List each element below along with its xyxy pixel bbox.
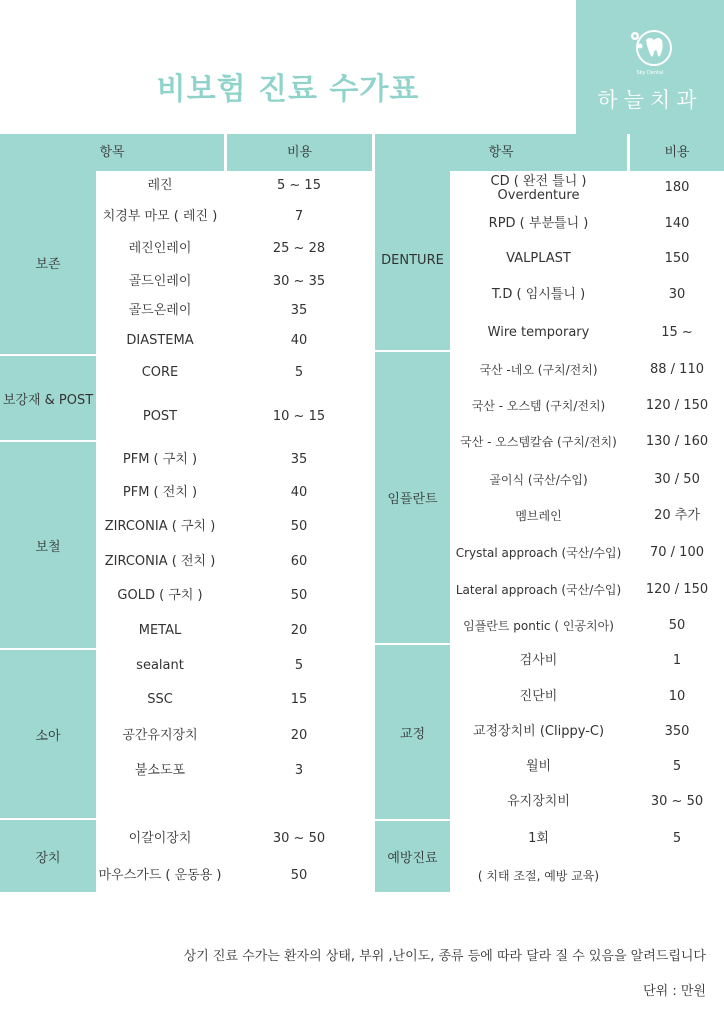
right-item-cost: 150	[664, 251, 690, 266]
left-header-item: 항목	[99, 145, 125, 160]
clinic-name: 하늘치과	[597, 88, 703, 112]
left-item-cost: 15	[290, 692, 308, 707]
left-item-cost: 40	[290, 485, 308, 500]
left-item-cost: 5	[294, 365, 304, 380]
category-pediatric: 소아	[0, 650, 96, 818]
left-item-name: 레진인레이	[128, 241, 192, 256]
left-item-cost: 3	[294, 763, 304, 778]
category-conservative: 보존	[0, 171, 96, 354]
right-item-name: 임플란트 pontic ( 인공치아)	[463, 619, 614, 633]
right-item-cost: 180	[664, 180, 690, 195]
right-item-name: T.D ( 임시틀니 )	[491, 287, 586, 302]
left-item-name: 골드온레이	[128, 303, 192, 318]
right-item-name-line2: Overdenture	[497, 188, 580, 203]
left-item-cost: 30 ~ 35	[272, 274, 326, 289]
clinic-logo	[576, 0, 724, 134]
left-header-cost: 비용	[286, 145, 313, 160]
right-item-cost: 20 추가	[654, 508, 700, 523]
right-item-cost: 15 ~	[661, 325, 693, 340]
right-item-name: VALPLAST	[506, 251, 571, 266]
left-item-cost: 7	[294, 209, 304, 224]
category-denture: DENTURE	[375, 171, 450, 350]
right-item-cost: 120 / 150	[645, 398, 709, 413]
category-post: 보강재 & POST	[0, 356, 96, 440]
right-item-cost: 1	[672, 653, 682, 668]
right-item-cost: 350	[664, 724, 690, 739]
left-item-cost: 35	[290, 303, 308, 318]
left-item-name: CORE	[141, 365, 179, 380]
left-item-cost: 50	[290, 588, 308, 603]
category-implant: 임플란트	[375, 352, 450, 643]
right-item-name: Wire temporary	[487, 325, 590, 340]
left-item-cost: 5	[294, 658, 304, 673]
right-item-cost: 30	[668, 287, 686, 302]
left-item-cost: 30 ~ 50	[272, 831, 326, 846]
left-item-name: DIASTEMA	[126, 333, 194, 348]
right-item-name: 국산 - 오스템칼슘 (구치/전치)	[460, 435, 617, 449]
right-item-cost: 5	[672, 759, 682, 774]
right-item-name: 진단비	[519, 689, 558, 704]
left-item-name: 레진	[147, 178, 173, 193]
logo-subtitle: Sky Dental	[636, 70, 664, 76]
right-item-name: 검사비	[519, 653, 558, 668]
right-item-name: CD ( 완전 틀니 )	[490, 174, 587, 189]
left-item-name: POST	[142, 409, 178, 424]
left-item-name: SSC	[147, 692, 173, 707]
right-item-cost: 70 / 100	[650, 545, 704, 560]
left-item-name: 불소도포	[134, 763, 186, 778]
right-item-name: ( 치태 조절, 예방 교육)	[477, 869, 600, 883]
left-item-cost: 10 ~ 15	[272, 409, 326, 424]
right-item-cost: 5	[672, 831, 682, 846]
left-item-name: ZIRCONIA ( 전치 )	[104, 554, 216, 569]
right-item-name: 1회	[528, 831, 549, 846]
left-item-cost: 60	[290, 554, 308, 569]
right-item-name: Lateral approach (국산/수입)	[455, 583, 622, 597]
left-item-cost: 20	[290, 728, 308, 743]
left-item-cost: 40	[290, 333, 308, 348]
category-prevention: 예방진료	[375, 821, 450, 892]
right-item-cost: 120 / 150	[645, 582, 709, 597]
right-item-cost: 88 / 110	[650, 362, 704, 377]
right-item-name: 교정장치비 (Clippy-C)	[472, 724, 605, 739]
currency-unit: 단위 : 만원	[643, 984, 706, 999]
right-item-cost: 130 / 160	[645, 434, 709, 449]
left-item-name: 마우스가드 ( 운동용 )	[98, 868, 222, 883]
right-item-cost: 50	[668, 618, 686, 633]
left-item-name: PFM ( 구치 )	[122, 452, 198, 467]
right-item-name: 월비	[525, 759, 552, 774]
right-item-cost: 30 ~ 50	[650, 794, 704, 809]
category-appliance: 장치	[0, 820, 96, 892]
left-item-name: 치경부 마모 ( 레진 )	[102, 209, 218, 224]
right-header-item: 항목	[488, 145, 514, 160]
right-item-cost: 30 / 50	[654, 472, 700, 487]
left-item-name: PFM ( 전치 )	[122, 485, 198, 500]
right-item-name: 국산 - 오스템 (구치/전치)	[471, 399, 606, 413]
category-orthodontics: 교정	[375, 645, 450, 819]
left-item-name: METAL	[138, 623, 182, 638]
right-item-name: 유지장치비	[507, 794, 570, 809]
right-item-cost: 10	[668, 689, 686, 704]
left-item-name: 골드인레이	[128, 274, 192, 289]
left-item-cost: 50	[290, 868, 308, 883]
right-item-name: 골이식 (국산/수입)	[489, 473, 588, 487]
right-item-name: RPD ( 부분틀니 )	[488, 216, 589, 231]
left-item-cost: 5 ~ 15	[277, 178, 321, 193]
left-item-name: 공간유지장치	[122, 728, 198, 743]
right-item-name: Crystal approach (국산/수입)	[455, 546, 622, 560]
right-item-name: 멤브레인	[515, 509, 562, 523]
left-item-name: sealant	[136, 658, 184, 673]
right-item-cost: 140	[664, 216, 690, 231]
tooth-logo-icon	[626, 26, 674, 70]
left-item-cost: 50	[290, 519, 308, 534]
left-item-name: ZIRCONIA ( 구치 )	[104, 519, 216, 534]
right-item-name: 국산 -네오 (구치/전치)	[479, 363, 598, 377]
right-header-cost: 비용	[664, 145, 690, 160]
left-item-cost: 35	[290, 452, 308, 467]
category-prosthetics: 보철	[0, 442, 96, 648]
left-item-name: GOLD ( 구치 )	[117, 588, 203, 603]
page-title: 비보험 진료 수가표	[156, 72, 420, 107]
left-item-name: 이갈이장치	[128, 831, 192, 846]
left-item-cost: 25 ~ 28	[272, 241, 326, 256]
left-item-cost: 20	[290, 623, 308, 638]
pricing-disclaimer: 상기 진료 수가는 환자의 상태, 부위 ,난이도, 종류 등에 따라 달라 질 수 있음을 알려드립니다	[183, 949, 706, 964]
